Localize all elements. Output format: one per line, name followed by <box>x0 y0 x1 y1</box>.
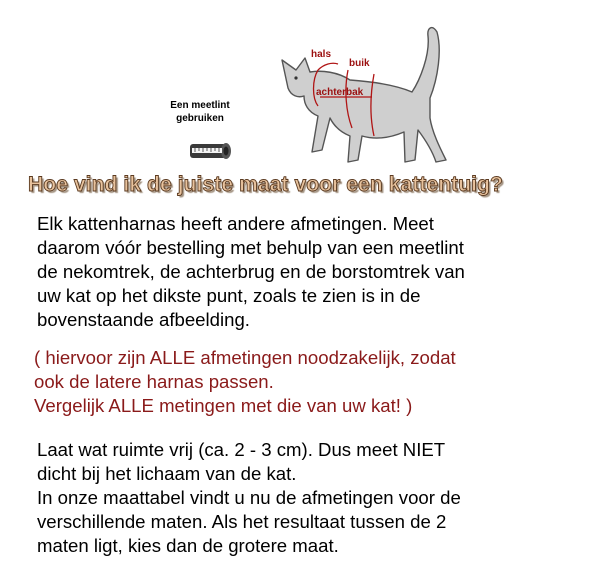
tape-caption-line: gebruiken <box>176 113 224 124</box>
text-line: ook de latere harnas passen. <box>34 371 274 392</box>
text-line: daarom vóór bestelling met behulp van een meetlint <box>37 237 464 258</box>
page-title: Hoe vind ik de juiste maat voor een kattentuig? <box>28 173 503 196</box>
text-line: dicht bij het lichaam van de kat. <box>37 463 297 484</box>
cat-silhouette <box>282 28 446 162</box>
text-line: bovenstaande afbeelding. <box>37 309 250 330</box>
label-hals: hals <box>311 49 332 60</box>
text-line: uw kat op het dikste punt, zoals te zien is in de <box>37 285 421 306</box>
instructions-paragraph <box>37 212 587 332</box>
measuring-tape-icon <box>190 143 231 159</box>
text-line: Laat wat ruimte vrij (ca. 2 - 3 cm). Dus meet NIET <box>37 439 446 460</box>
measuring-tape-caption <box>150 99 250 125</box>
label-achterbak: achterbak <box>316 87 364 98</box>
label-buik: buik <box>349 58 370 69</box>
text-line: In onze maattabel vindt u nu de afmetingen voor de <box>37 487 461 508</box>
cat-measurement-illustration <box>0 0 600 175</box>
text-line: de nekomtrek, de achterbrug en de borstomtrek van <box>37 261 465 282</box>
size-advice-paragraph <box>37 438 593 558</box>
text-line: Vergelijk ALLE metingen met die van uw kat! ) <box>34 395 413 416</box>
text-line: verschillende maten. Als het resultaat tussen de 2 <box>37 511 447 532</box>
note-paragraph <box>34 346 594 418</box>
text-line: ( hiervoor zijn ALLE afmetingen noodzakelijk, zodat <box>34 347 456 368</box>
tape-caption-line: Een meetlint <box>170 100 230 111</box>
text-line: Elk kattenharnas heeft andere afmetingen. Meet <box>37 213 434 234</box>
text-line: maten ligt, kies dan de grotere maat. <box>37 535 339 556</box>
